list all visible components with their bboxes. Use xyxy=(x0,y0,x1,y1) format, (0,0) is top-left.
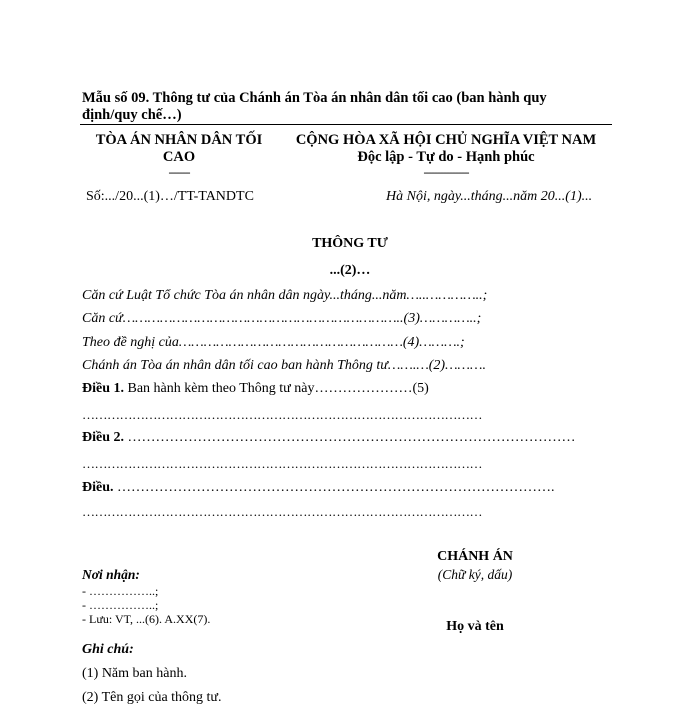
document-title: THÔNG TƯ xyxy=(312,236,388,251)
article-3-dots: …………………………………………………………………………………… xyxy=(82,504,482,519)
place-date: Hà Nội, ngày...tháng...năm 20...(1)... xyxy=(386,189,593,204)
court-name-line-2: CAO xyxy=(162,149,196,165)
recipient-item-2: - ……………..; xyxy=(82,598,159,612)
article-3 xyxy=(82,480,555,496)
article-1 xyxy=(82,381,429,397)
recipient-item-1: - ……………..; xyxy=(82,584,159,598)
title-divider xyxy=(80,124,612,125)
basis-line-4: Chánh án Tòa án nhân dân tối cao ban hành Thông tư…….…(2)………. xyxy=(82,358,486,373)
article-3-label: Điều. xyxy=(82,480,114,495)
basis-line-3: Theo đề nghị của………………………………………………(4)……….; xyxy=(82,335,465,350)
article-2 xyxy=(82,430,576,446)
republic-motto: Độc lập - Tự do - Hạnh phúc xyxy=(357,149,535,165)
article-2-label: Điều 2. xyxy=(82,430,124,445)
recipient-item-3: - Lưu: VT, ...(6). A.XX(7). xyxy=(82,612,211,626)
basis-line-1: Căn cứ Luật Tổ chức Tòa án nhân dân ngày...tháng...năm…..…………..; xyxy=(82,288,488,303)
form-title-line-2: định/quy chế…) xyxy=(82,107,182,123)
republic-name: CỘNG HÒA XÃ HỘI CHỦ NGHĨA VIỆT NAM xyxy=(295,132,597,148)
republic-underline: --------------- xyxy=(423,165,469,179)
court-name-line-1: TÒA ÁN NHÂN DÂN TỐI xyxy=(95,132,263,148)
article-1-label: Điều 1. xyxy=(82,381,124,396)
article-1-text: Ban hành kèm theo Thông tư này…………………(5) xyxy=(124,381,429,396)
article-2-dots: …………………………………………………………………………………… xyxy=(82,456,482,471)
signer-note: (Chữ ký, dấu) xyxy=(437,567,513,582)
note-item-2: (2) Tên gọi của thông tư. xyxy=(82,690,222,705)
article-2-text: …………………………………………………………………………………… xyxy=(124,430,576,445)
recipients-label: Nơi nhận: xyxy=(82,567,140,582)
basis-line-2: Căn cứ…………………………………………………………..(3)…………..; xyxy=(82,311,482,326)
document-subtitle: ...(2)… xyxy=(329,263,371,278)
document-number: Số:.../20...(1)…/TT-TANDTC xyxy=(86,189,254,204)
court-underline: ------- xyxy=(168,165,190,179)
article-1-dots: …………………………………………………………………………………… xyxy=(82,407,482,422)
article-3-text: …………………………………………………………………………………. xyxy=(113,480,555,495)
note-item-1: (1) Năm ban hành. xyxy=(82,666,187,681)
signer-title: CHÁNH ÁN xyxy=(437,549,513,564)
notes-label: Ghi chú: xyxy=(82,642,134,657)
form-title-line-1: Mẫu số 09. Thông tư của Chánh án Tòa án nhân dân tối cao (ban hành quy xyxy=(82,90,547,106)
signer-name: Họ và tên xyxy=(446,619,504,634)
